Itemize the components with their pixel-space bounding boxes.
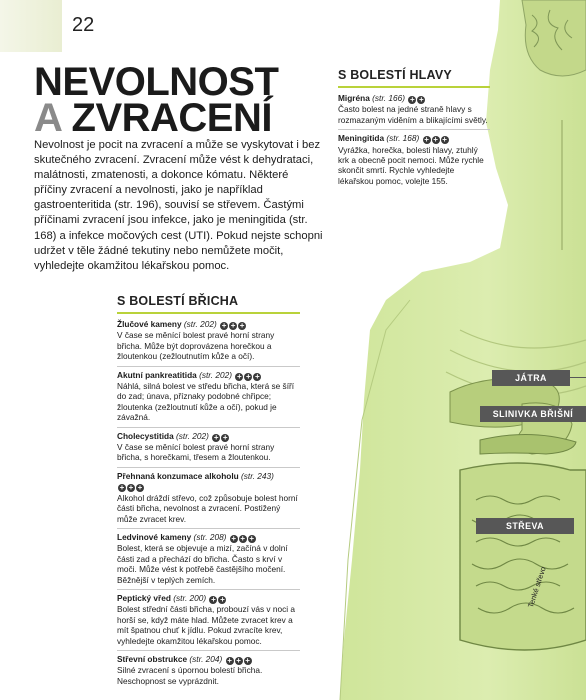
severity-icons — [408, 94, 426, 104]
condition-name: Žlučové kameny — [117, 319, 182, 329]
page-reference: (str. 208) — [191, 531, 227, 542]
page-reference: (str. 168) — [384, 133, 420, 144]
plus-circle-icon: + — [236, 371, 242, 381]
page-reference: (str. 202) — [181, 319, 217, 329]
condition-name: Cholecystitida — [117, 430, 174, 441]
page-title — [34, 60, 279, 140]
plus-circle-icon: + — [409, 95, 415, 104]
plus-circle-icon: + — [221, 321, 227, 330]
plus-circle-icon: + — [137, 483, 143, 493]
plus-circle-icon: + — [245, 371, 251, 381]
plus-circle-icon: + — [249, 533, 255, 543]
plus-circle-icon: + — [239, 321, 245, 330]
severity-icons — [209, 594, 227, 604]
condition-name: Přehnaná konzumace alkoholu — [117, 470, 239, 481]
title-conjunction: A — [34, 96, 61, 140]
condition-description: Alkohol dráždí střevo, což způsobuje bolest horní části břicha, nevolnost a zvracení. Postižený může zvracet krev. — [117, 492, 298, 524]
head-entry-header — [338, 133, 490, 144]
condition-description: Bolest, která se objevuje a mizí, začíná v dolní části zad a přechází do břicha. Často s krví v moči. Může vést k potřebě častějšího močení. Běžnější v teplých zemích. — [117, 543, 288, 585]
title-word: ZVRACENÍ — [71, 96, 272, 140]
abdomen-entry-header — [117, 654, 300, 665]
condition-description: V čase se měnící bolest pravé horní strany břicha, s horečkami, třesem a žloutenkou. — [117, 442, 275, 463]
condition-name: Ledvinové kameny — [117, 531, 192, 542]
head-section-heading: S BOLESTÍ HLAVY — [338, 68, 452, 82]
page-reference: (str. 202) — [196, 369, 232, 380]
severity-icons — [235, 371, 262, 381]
plus-circle-icon: + — [119, 483, 125, 493]
page-reference: (str. 204) — [187, 653, 223, 664]
plus-circle-icon: + — [227, 655, 232, 665]
plus-circle-icon: + — [254, 371, 260, 381]
abdomen-section-heading: S BOLESTÍ BŘICHA — [117, 294, 239, 308]
abdomen-entry — [117, 316, 300, 367]
plus-circle-icon: + — [418, 95, 424, 104]
plus-circle-icon: + — [245, 655, 250, 665]
abdomen-entry-header — [117, 532, 300, 543]
abdomen-entry — [117, 529, 300, 590]
head-entry — [338, 90, 490, 130]
plus-circle-icon: + — [220, 594, 225, 604]
page-reference: (str. 200) — [170, 592, 207, 603]
severity-icons — [212, 432, 230, 442]
intro-paragraph: Nevolnost je pocit na zvracení a může se vyskytovat i bez skutečného zvracení. Zvracení může vést k dehydrataci, malátnosti, zmatenosti, a dokonce kómatu. Některé příčiny zvracení a nevolnosti, jako je například gastroenteritida (str. 196), souvisí se střevem. Častými příčinami zvracení jsou infekce, jako je meningitida (str. 168) a infekce močových cest (UTI). Pokud nejste schopni udržet v těle žádné tekutiny nebo nemůžete močit, vyhledejte okamžitou lékařskou pomoc. — [34, 139, 323, 272]
condition-name: Akutní pankreatitida — [117, 369, 197, 380]
condition-description: Často bolest na jedné straně hlavy s rozmazaným viděním a blikajícími světly. — [338, 104, 488, 125]
page-reference: (str. 202) — [173, 430, 209, 441]
plus-circle-icon: + — [424, 135, 429, 145]
title-line-1: NEVOLNOST — [34, 60, 279, 104]
title-line-2 — [34, 96, 278, 140]
abdomen-entry — [117, 651, 300, 690]
condition-description: Náhlá, silná bolest ve středu břicha, která se šíří do zad; únava, příznaky podobné chřipce; žloutenka (zežloutnutí kůže a očí), pokud je závažná. — [117, 381, 295, 423]
abdomen-entry-header — [117, 370, 300, 381]
plus-circle-icon: + — [442, 135, 447, 145]
condition-description: Bolest střední části břicha, probouzí vás v noci a horší se, když máte hlad. Můžete zvracet krev a mít špatnou chuť k jídlu. Pokud zvracíte krev, vyhledejte okamžitou lékařskou pomoc. — [117, 604, 296, 646]
intestine-label: STŘEVA — [476, 518, 574, 534]
condition-name: Střevní obstrukce — [117, 653, 188, 664]
abdomen-entry-header — [117, 431, 300, 442]
abdomen-entry-header — [117, 593, 300, 604]
condition-description: Silné zvracení s úpornou bolestí břicha. Neschopnost se vyprázdnit. — [117, 665, 263, 686]
abdomen-entry-header — [117, 319, 300, 330]
severity-icons — [226, 655, 253, 665]
plus-circle-icon: + — [433, 135, 438, 145]
abdomen-entry — [117, 590, 300, 651]
condition-description: V čase se měnící bolest pravé horní strany břicha. Může být doprovázena horečkou a žloutenkou (zežloutnutím kůže a očí). — [117, 330, 275, 362]
severity-icons — [230, 533, 257, 543]
plus-circle-icon: + — [213, 432, 219, 442]
condition-description: Vyrážka, horečka, bolesti hlavy, ztuhlý krk a obecně pocit nemoci. Může rychle skončit smrtí. Rychle vyhledejte lékařskou pomoc, volejte 155. — [338, 144, 484, 186]
severity-icons — [423, 134, 450, 144]
abdomen-entry — [117, 367, 300, 428]
severity-icons — [118, 482, 145, 492]
head-entry-header — [338, 93, 490, 104]
severity-icons — [220, 320, 247, 330]
head-section-list — [338, 90, 490, 190]
page-reference: (str. 166) — [369, 93, 406, 103]
liver-label: JÁTRA — [492, 370, 570, 386]
plus-circle-icon: + — [231, 533, 237, 543]
abdomen-section-list — [117, 316, 300, 690]
condition-name: Meningitida — [338, 133, 385, 144]
head-entry — [338, 130, 490, 190]
abdomen-entry-header — [117, 471, 300, 493]
abdomen-entry — [117, 468, 300, 529]
page-tab — [0, 0, 62, 52]
page-reference: (str. 243) — [238, 470, 274, 481]
page-number: 22 — [72, 14, 95, 36]
condition-name: Peptický vřed — [117, 592, 171, 603]
intestine-shape — [460, 463, 586, 650]
plus-circle-icon: + — [211, 594, 216, 604]
plus-circle-icon: + — [128, 483, 134, 493]
pancreas-label: SLINIVKA BŘIŠNÍ — [480, 406, 586, 422]
abdomen-entry — [117, 428, 300, 468]
abdomen-section-rule — [117, 312, 300, 314]
plus-circle-icon: + — [230, 321, 236, 330]
plus-circle-icon: + — [222, 432, 228, 442]
plus-circle-icon: + — [236, 655, 241, 665]
small-intestine-label: Tenké střevo — [526, 565, 548, 609]
liver-leader — [570, 377, 586, 378]
plus-circle-icon: + — [240, 533, 246, 543]
condition-name: Migréna — [338, 93, 370, 103]
head-section-rule — [338, 86, 490, 88]
